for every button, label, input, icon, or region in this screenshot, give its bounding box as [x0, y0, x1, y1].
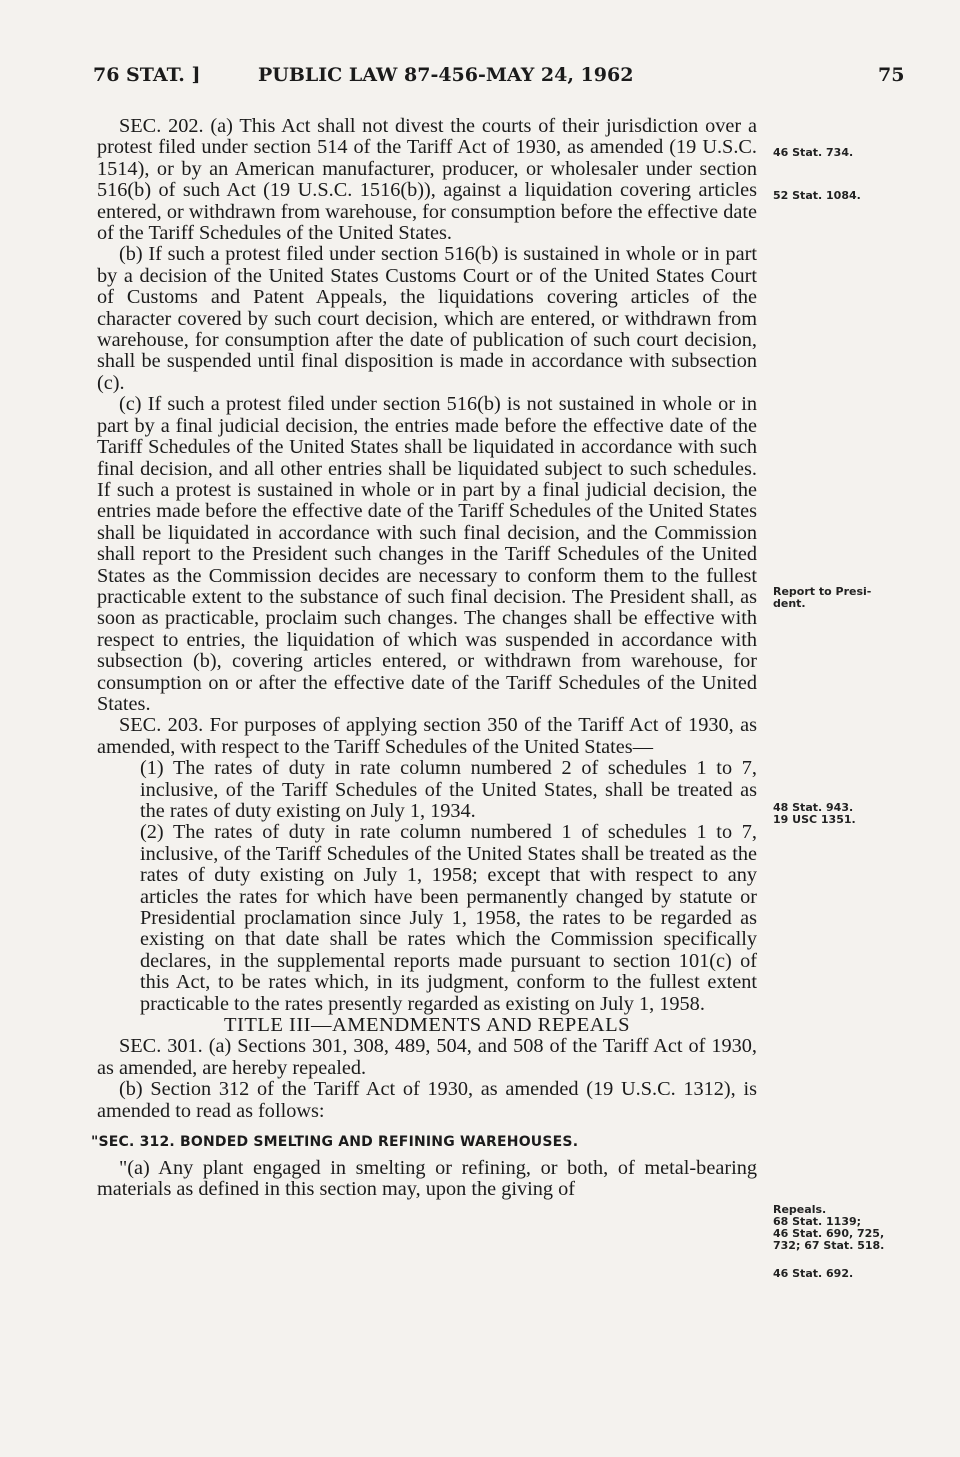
paragraph-sec-301-a: SEC. 301. (a) Sections 301, 308, 489, 504, and 508 of the Tariff Act of 1930, as amended, are hereby repealed. [97, 1035, 757, 1079]
paragraph-sec-202-c: (c) If such a protest filed under section 516(b) is not sustained in whole or in part by a final judicial decision, the entries made before the effective date of the Tariff Schedules of the United States shall be liquidated in accordance with such final decision, and all other entries shall be liquidated subject to such schedules. If such a protest is sustained in whole or in part by a final judicial decision, the entries made before the effective date of the Tariff Schedules of the United States shall be liquidated in accordance with such final decision, and the Commission shall report to the President such changes in the Tariff Schedules of the United States as the Commission decides are necessary to conform them to the fullest practicable extent to the substance of such final decision. The President shall, as soon as practicable, proclaim such changes. The changes shall be effective with respect to entries, the liquidation of which was suspended in accordance with subsection (b), covering articles entered, or withdrawn from warehouse, for consumption on or after the effective date of the Tariff Schedules of the United States. [97, 393, 757, 715]
margin-note-46-stat-734: 46 Stat. 734. [773, 146, 854, 159]
margin-note-repeals: Repeals. 68 Stat. 1139; 46 Stat. 690, 725, 732; 67 Stat. 518. [773, 1203, 885, 1252]
paragraph-sec-203-1: (1) The rates of duty in rate column numbered 2 of schedules 1 to 7, inclusive, of the Tariff Schedules of the United States, shall be treated as the rates of duty existing on July 1, 1934. [140, 757, 757, 822]
margin-note-46-stat-692: 46 Stat. 692. [773, 1267, 854, 1280]
paragraph-sec-203-2: (2) The rates of duty in rate column numbered 1 of schedules 1 to 7, inclusive, of the Tariff Schedules of the United States shall be treated as the rates of duty existing on July 1, 1958; except that with respect to any articles the rates for which have been permanently changed by statute or Presidential proclamation since July 1, 1958, the rates to be regarded as existing on that date shall be rates which the Commission specifically declares, in the supplemental reports made pursuant to section 101(c) of this Act, to be rates which, in its judgment, conform to the fullest extent practicable to the rates presently regarded as existing on July 1, 1958. [140, 821, 757, 1015]
margin-note-52-stat-1084: 52 Stat. 1084. [773, 189, 861, 202]
paragraph-sec-312-a: "(a) Any plant engaged in smelting or refining, or both, of metal-bearing materials as defined in this section may, upon the giving of [97, 1156, 757, 1200]
main-text [91, 115, 757, 1200]
section-312-heading: "SEC. 312. BONDED SMELTING AND REFINING WAREHOUSES. [91, 1134, 579, 1151]
paragraph-sec-301-b: (b) Section 312 of the Tariff Act of 1930, as amended (19 U.S.C. 1312), is amended to read as follows: [97, 1078, 757, 1122]
paragraph-sec-202-b: (b) If such a protest filed under section 516(b) is sustained in whole or in part by a decision of the United States Customs Court or of the United States Court of Customs and Patent Appeals, the liquidations covering articles of the character covered by such court decision, which are entered, or withdrawn from warehouse, for consumption after the date of publication of such court decision, shall be suspended until final disposition is made in accordance with subsection (c). [97, 243, 757, 394]
header-title: PUBLIC LAW 87-456-MAY 24, 1962 [258, 64, 634, 86]
page-header [0, 64, 960, 94]
header-volume: 76 STAT. ] [93, 64, 201, 86]
margin-note-report-to-president: Report to Presi- dent. [773, 585, 872, 610]
paragraph-sec-203: SEC. 203. For purposes of applying section 350 of the Tariff Act of 1930, as amended, with respect to the Tariff Schedules of the United States— [97, 714, 757, 758]
paragraph-sec-202-a: SEC. 202. (a) This Act shall not divest the courts of their jurisdiction over a protest filed under section 514 of the Tariff Act of 1930, as amended (19 U.S.C. 1514), or by an American manufacturer, producer, or wholesaler under section 516(b) of such Act (19 U.S.C. 1516(b)), against a liquidation covering articles entered, or withdrawn from warehouse, for consumption before the effective date of the Tariff Schedules of the United States. [97, 115, 757, 245]
title-heading: TITLE III—AMENDMENTS AND REPEALS [223, 1014, 631, 1037]
page-number: 75 [878, 64, 905, 86]
margin-note-48-stat-943: 48 Stat. 943. 19 USC 1351. [773, 801, 856, 826]
